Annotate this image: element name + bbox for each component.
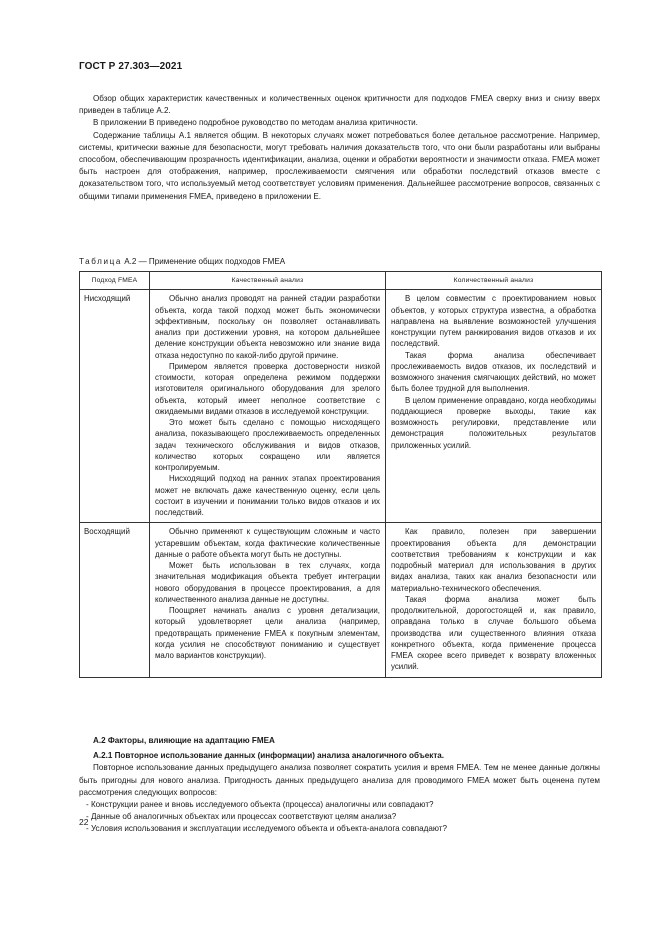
cell-paragraph: Обычно применяют к существующим сложным и часто устаревшим объектам, когда фактические количественные данные о работе объекта могут быть не доступны. [155,527,380,559]
table-caption-title: А.2 — Применение общих подходов FMEA [124,257,286,266]
cell-paragraph: Обычно анализ проводят на ранней стадии разработки объекта, когда такой подход может быть экономически эффективным, поскольку он позволяет останавливать анализ при достижении уровня, на котором дальнейшее деление конструкции объекта невозможно или знание вида отказа недоступно по какой-либо другой причине. [155,294,380,360]
intro-paragraph: В приложении В приведено подробное руководство по методам анализа критичности. [93,118,418,128]
cell-paragraph: Может быть использован в тех случаях, когда значительная модификация объекта требует интеграции нового оборудования в процессе проектирования, а для количественного анализа данные не доступны. [155,561,380,604]
qualitative-cell [150,523,386,677]
table-row [80,523,602,677]
section-heading: А.2 Факторы, влияющие на адаптацию FMEA [93,736,275,745]
cell-paragraph: Поощряет начинать анализ с уровня детализации, который удовлетворяет цели анализа (например, предотвращать применение FMEA к покупным элементам, когда усилия не способствуют пониманию и существует мало вариантов конструкции). [155,606,380,660]
section-subheading: А.2.1 Повторное использование данных (информации) анализа аналогичного объекта. [93,751,445,761]
document-standard-header: ГОСТ Р 27.303—2021 [79,61,183,72]
cell-paragraph: Нисходящий подход на ранних этапах проектирования может не включать даже качественную оценку, если цель состоит в изучении и понимании только видов отказов и их последствий. [155,474,380,517]
quantitative-cell [386,290,602,523]
quantitative-cell [386,523,602,677]
approach-cell: Восходящий [80,523,150,677]
question-item: - Условия использования и эксплуатации исследуемого объекта и объекта-аналога совпадают? [86,824,447,834]
header-quantitative: Количественный анализ [386,272,602,290]
cell-paragraph: Это может быть сделано с помощью нисходящего анализа, показывающего прослеживаемость определенных задач технического обслуживания и видов отказов, количество которых сокращено или является контролируемым. [155,418,380,472]
cell-paragraph: Такая форма анализа может быть продолжительной, дорогостоящей и, как правило, оправдана только в случае большого объема производства или существенного влияния отказа конкретного объекта, когда применение процесса FMEA скорее всего приведет к возврату вложенных усилий. [391,594,596,672]
fmea-approaches-table [79,271,602,678]
header-qualitative: Качественный анализ [150,272,386,290]
cell-paragraph: Примером является проверка достоверности низкой стоимости, которая определена режимом поддержки изготовителя оригинального оборудования для зрелого объекта, который имеет неполное соответствие с ожидаемыми видами отказов в исследуемой конструкции. [155,361,380,416]
question-item: - Данные об аналогичных объектах или процессах соответствуют целям анализа? [86,812,397,822]
approach-cell: Нисходящий [80,290,150,523]
table-row [80,290,602,523]
intro-text [79,93,600,203]
table-caption-prefix: Таблица [79,257,122,266]
section-a2 [79,735,600,836]
page-number: 22 [79,817,89,827]
cell-paragraph: В целом применение оправдано, когда необходимы поддающиеся проверке выходы, такие как возможность регулировки, представление или демонстрация положительных результатов приложенных усилий. [391,395,596,450]
section-paragraph: Повторное использование данных предыдущего анализа позволяет сократить усилия и время FMEA. Тем не менее данные должны быть пригодны для нового анализа. Пригодность данных предыдущего анализа для проводимого FMEA может быть оценена путем рассмотрения следующих вопросов: [79,763,600,797]
cell-paragraph: Такая форма анализа обеспечивает прослеживаемость видов отказов, их последствий и возможного значения смягчающих действий, но может быть более трудной для выполнения. [391,350,596,394]
question-item: - Конструкции ранее и вновь исследуемого объекта (процесса) аналогичны или совпадают? [86,800,434,810]
intro-paragraph: Содержание таблицы А.1 является общим. В некоторых случаях может потребоваться более детальное рассмотрение. Например, системы, критически важные для безопасности, могут требовать наличия доказательств того, что они были разработаны или выбраны способом, обеспечивающим прозрачность идентификации, анализа, оценки и обработки вероятности и значимости отказа. FMEA может быть настроен для отображения, например, прослеживаемости смягчения или обработки последствий отказов вместе с доказательством того, что используемый метод соответствует условиям применения. Дальнейшее рассмотрение вопросов, связанных с общими типами применения FMEA, приведено в приложении Е. [79,130,600,201]
cell-paragraph: Как правило, полезен при завершении проектирования объекта для демонстрации соответствия требованиям к конструкции и как подробный материал для использования в других видах анализа, таких как анализ безопасности или материально-технического обеспечения. [391,527,596,593]
header-approach: Подход FMEA [80,272,150,290]
cell-paragraph: В целом совместим с проектированием новых объектов, у которых структура известна, а обработка направлена на выявление возможностей улучшения конструкции путем ранжирования видов отказов и их последствий. [391,294,596,349]
table-caption [79,257,285,266]
qualitative-cell [150,290,386,523]
table-header-row [80,272,602,290]
intro-paragraph: Обзор общих характеристик качественных и количественных оценок критичности для подходов FMEA сверху вниз и снизу вверх приведен в таблице А.2. [79,94,600,116]
